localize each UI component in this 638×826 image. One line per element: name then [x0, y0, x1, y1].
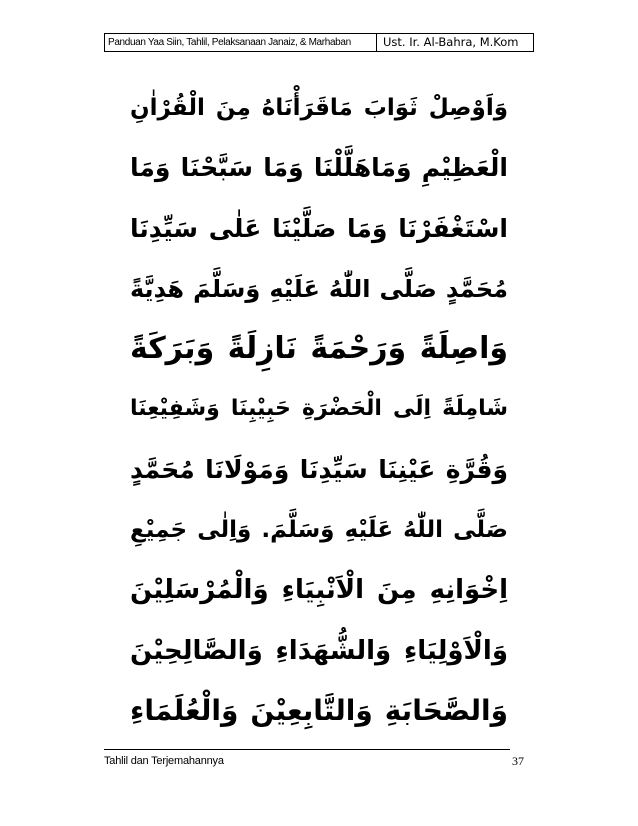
arabic-line-7: وَقُرَّةِ عَيْنِنَا سَيِّدِنَا وَمَوْلَانَا مُحَمَّدٍ	[130, 454, 508, 484]
book-title: Panduan Yaa Siin, Tahlil, Pelaksanaan Janaiz, & Marhaban	[105, 34, 377, 51]
footer-divider	[104, 749, 510, 750]
arabic-line-3: اسْتَغْفَرْنَا وَمَا صَلَّيْنَا عَلٰى سَيِّدِنَا	[130, 213, 508, 243]
page-header	[104, 33, 534, 52]
arabic-line-1: وَاَوْصِلْ ثَوَابَ مَاقَرَأْنَاهُ مِنَ الْقُرْاٰنِ	[130, 95, 508, 121]
footer-section-title: Tahlil dan Terjemahannya	[104, 755, 224, 767]
arabic-line-10: وَالْاَوْلِيَاءِ وَالشُّهَدَاءِ وَالصَّالِحِيْنَ	[130, 635, 508, 666]
arabic-line-11: وَالصَّحَابَةِ وَالتَّابِعِيْنَ وَالْعُلَمَاءِ	[130, 693, 508, 727]
author-name: Ust. Ir. Al-Bahra, M.Kom	[383, 35, 519, 49]
arabic-line-9: اِخْوَانِهِ مِنَ الْاَنْبِيَاءِ وَالْمُرْسَلِيْنَ	[130, 575, 508, 606]
arabic-line-5: وَاصِلَةً وَرَحْمَةً نَازِلَةً وَبَرَكَةً	[130, 331, 508, 367]
page-number: 37	[512, 754, 524, 768]
arabic-line-4: مُحَمَّدٍ صَلَّى اللّٰهُ عَلَيْهِ وَسَلَّمَ هَدِيَّةً	[130, 274, 508, 303]
arabic-line-2: الْعَظِيْمِ وَمَاهَلَّلْنَا وَمَا سَبَّحْنَا وَمَا	[130, 153, 508, 183]
arabic-line-6: شَامِلَةً اِلَى الْحَضْرَةِ حَبِيْبِنَا وَشَفِيْعِنَا	[130, 396, 508, 422]
arabic-line-8: صَلَّى اللّٰهُ عَلَيْهِ وَسَلَّمَ. وَاِلٰى جَمِيْعِ	[130, 517, 508, 544]
arabic-text-block	[130, 82, 508, 737]
